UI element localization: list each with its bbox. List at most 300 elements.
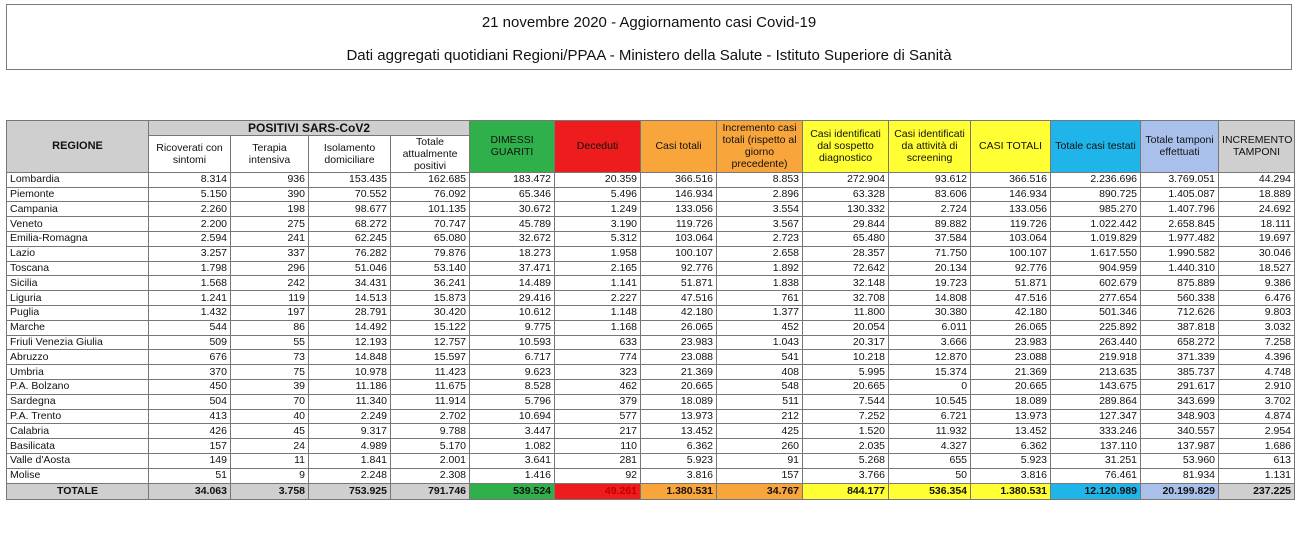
total-value-cell: 539.524 (470, 483, 555, 499)
value-cell: 366.516 (641, 172, 717, 187)
value-cell: 14.513 (309, 291, 391, 306)
value-cell: 146.934 (641, 187, 717, 202)
value-cell: 2.702 (391, 409, 470, 424)
value-cell: 6.011 (889, 320, 971, 335)
value-cell: 18.089 (641, 394, 717, 409)
value-cell: 4.396 (1219, 350, 1295, 365)
value-cell: 23.088 (641, 350, 717, 365)
value-cell: 53.140 (391, 261, 470, 276)
value-cell: 390 (231, 187, 309, 202)
table-row (7, 276, 1295, 291)
value-cell: 371.339 (1141, 350, 1219, 365)
value-cell: 3.190 (555, 217, 641, 232)
value-cell: 103.064 (971, 231, 1051, 246)
value-cell: 541 (717, 350, 803, 365)
value-cell: 1.148 (555, 305, 641, 320)
value-cell: 37.584 (889, 231, 971, 246)
value-cell: 425 (717, 424, 803, 439)
value-cell: 15.374 (889, 365, 971, 380)
value-cell: 577 (555, 409, 641, 424)
value-cell: 100.107 (971, 246, 1051, 261)
value-cell: 2.227 (555, 291, 641, 306)
value-cell: 5.796 (470, 394, 555, 409)
value-cell: 15.122 (391, 320, 470, 335)
value-cell: 408 (717, 365, 803, 380)
total-value-cell: 753.925 (309, 483, 391, 499)
col-header-casi-totali-2: CASI TOTALI (971, 121, 1051, 173)
value-cell: 4.748 (1219, 365, 1295, 380)
value-cell: 2.658.845 (1141, 217, 1219, 232)
value-cell: 133.056 (971, 202, 1051, 217)
value-cell: 450 (149, 379, 231, 394)
value-cell: 20.054 (803, 320, 889, 335)
value-cell: 370 (149, 365, 231, 380)
value-cell: 1.798 (149, 261, 231, 276)
value-cell: 119.726 (641, 217, 717, 232)
value-cell: 13.973 (641, 409, 717, 424)
region-cell: Liguria (7, 291, 149, 306)
value-cell: 1.432 (149, 305, 231, 320)
value-cell: 3.666 (889, 335, 971, 350)
value-cell: 15.873 (391, 291, 470, 306)
value-cell: 7.544 (803, 394, 889, 409)
value-cell: 98.677 (309, 202, 391, 217)
value-cell: 296 (231, 261, 309, 276)
value-cell: 1.022.442 (1051, 217, 1141, 232)
value-cell: 1.407.796 (1141, 202, 1219, 217)
value-cell: 875.889 (1141, 276, 1219, 291)
value-cell: 366.516 (971, 172, 1051, 187)
value-cell: 162.685 (391, 172, 470, 187)
value-cell: 1.168 (555, 320, 641, 335)
value-cell: 323 (555, 365, 641, 380)
table-body (7, 172, 1295, 499)
table-row (7, 409, 1295, 424)
region-cell: P.A. Trento (7, 409, 149, 424)
value-cell: 130.332 (803, 202, 889, 217)
value-cell: 15.597 (391, 350, 470, 365)
col-header-tamponi: Totale tamponi effettuati (1141, 121, 1219, 173)
value-cell: 36.241 (391, 276, 470, 291)
value-cell: 2.910 (1219, 379, 1295, 394)
value-cell: 602.679 (1051, 276, 1141, 291)
value-cell: 712.626 (1141, 305, 1219, 320)
value-cell: 157 (149, 439, 231, 454)
value-cell: 32.672 (470, 231, 555, 246)
value-cell: 219.918 (1051, 350, 1141, 365)
value-cell: 20.665 (971, 379, 1051, 394)
value-cell: 5.268 (803, 453, 889, 468)
value-cell: 103.064 (641, 231, 717, 246)
value-cell: 511 (717, 394, 803, 409)
col-header-screening: Casi identificati da attività di screening (889, 121, 971, 173)
value-cell: 19.723 (889, 276, 971, 291)
value-cell: 5.923 (641, 453, 717, 468)
value-cell: 20.317 (803, 335, 889, 350)
total-value-cell: 20.199.829 (1141, 483, 1219, 499)
value-cell: 14.808 (889, 291, 971, 306)
value-cell: 2.035 (803, 439, 889, 454)
value-cell: 379 (555, 394, 641, 409)
value-cell: 2.308 (391, 468, 470, 483)
report-subtitle: Dati aggregati quotidiani Regioni/PPAA - Ministero della Salute - Istituto Superiore di Sanità (346, 47, 952, 64)
value-cell: 92.776 (971, 261, 1051, 276)
value-cell: 1.841 (309, 453, 391, 468)
table-row (7, 379, 1295, 394)
value-cell: 9.317 (309, 424, 391, 439)
value-cell: 6.721 (889, 409, 971, 424)
value-cell: 149 (149, 453, 231, 468)
total-value-cell: 34.767 (717, 483, 803, 499)
value-cell: 51.871 (641, 276, 717, 291)
value-cell: 1.377 (717, 305, 803, 320)
value-cell: 548 (717, 379, 803, 394)
value-cell: 936 (231, 172, 309, 187)
col-header-incremento-casi: Incremento casi totali (rispetto al giorno precedente) (717, 121, 803, 173)
value-cell: 10.593 (470, 335, 555, 350)
value-cell: 20.665 (803, 379, 889, 394)
value-cell: 333.246 (1051, 424, 1141, 439)
col-header-incremento-tamponi: INCREMENTO TAMPONI (1219, 121, 1295, 173)
value-cell: 3.554 (717, 202, 803, 217)
value-cell: 212 (717, 409, 803, 424)
total-value-cell: 12.120.989 (1051, 483, 1141, 499)
value-cell: 68.272 (309, 217, 391, 232)
table-row (7, 350, 1295, 365)
value-cell: 18.889 (1219, 187, 1295, 202)
value-cell: 65.480 (803, 231, 889, 246)
value-cell: 10.978 (309, 365, 391, 380)
value-cell: 91 (717, 453, 803, 468)
value-cell: 9 (231, 468, 309, 483)
value-cell: 146.934 (971, 187, 1051, 202)
value-cell: 5.496 (555, 187, 641, 202)
report-header (6, 4, 1292, 70)
value-cell: 51.046 (309, 261, 391, 276)
col-header-casi-testati: Totale casi testati (1051, 121, 1141, 173)
value-cell: 11.186 (309, 379, 391, 394)
value-cell: 387.818 (1141, 320, 1219, 335)
value-cell: 1.416 (470, 468, 555, 483)
table-row (7, 172, 1295, 187)
col-header-sospetto-diagnostico: Casi identificati dal sospetto diagnostico (803, 121, 889, 173)
table-row (7, 394, 1295, 409)
value-cell: 30.420 (391, 305, 470, 320)
value-cell: 3.702 (1219, 394, 1295, 409)
value-cell: 9.788 (391, 424, 470, 439)
total-value-cell: 536.354 (889, 483, 971, 499)
value-cell: 51.871 (971, 276, 1051, 291)
value-cell: 76.461 (1051, 468, 1141, 483)
value-cell: 501.346 (1051, 305, 1141, 320)
value-cell: 426 (149, 424, 231, 439)
table-row (7, 424, 1295, 439)
region-cell: Veneto (7, 217, 149, 232)
value-cell: 133.056 (641, 202, 717, 217)
total-value-cell: 1.380.531 (971, 483, 1051, 499)
value-cell: 10.612 (470, 305, 555, 320)
value-cell: 8.853 (717, 172, 803, 187)
value-cell: 119.726 (971, 217, 1051, 232)
value-cell: 8.528 (470, 379, 555, 394)
table-row (7, 291, 1295, 306)
table-row (7, 365, 1295, 380)
value-cell: 197 (231, 305, 309, 320)
value-cell: 2.594 (149, 231, 231, 246)
value-cell: 5.995 (803, 365, 889, 380)
value-cell: 1.131 (1219, 468, 1295, 483)
region-cell: Puglia (7, 305, 149, 320)
value-cell: 11 (231, 453, 309, 468)
region-header: REGIONE (7, 121, 149, 173)
positivi-group-header: POSITIVI SARS-CoV2 (149, 121, 470, 136)
region-cell: Abruzzo (7, 350, 149, 365)
value-cell: 70.552 (309, 187, 391, 202)
value-cell: 93.612 (889, 172, 971, 187)
total-value-cell: 1.380.531 (641, 483, 717, 499)
value-cell: 100.107 (641, 246, 717, 261)
value-cell: 3.567 (717, 217, 803, 232)
value-cell: 774 (555, 350, 641, 365)
value-cell: 81.934 (1141, 468, 1219, 483)
value-cell: 1.405.087 (1141, 187, 1219, 202)
value-cell: 65.080 (391, 231, 470, 246)
value-cell: 11.340 (309, 394, 391, 409)
value-cell: 53.960 (1141, 453, 1219, 468)
value-cell: 6.362 (971, 439, 1051, 454)
value-cell: 51 (149, 468, 231, 483)
value-cell: 1.568 (149, 276, 231, 291)
covid-data-table (6, 120, 1295, 500)
value-cell: 2.236.696 (1051, 172, 1141, 187)
value-cell: 2.260 (149, 202, 231, 217)
value-cell: 462 (555, 379, 641, 394)
value-cell: 3.769.051 (1141, 172, 1219, 187)
value-cell: 5.150 (149, 187, 231, 202)
region-cell: P.A. Bolzano (7, 379, 149, 394)
value-cell: 9.775 (470, 320, 555, 335)
region-cell: Basilicata (7, 439, 149, 454)
value-cell: 70 (231, 394, 309, 409)
value-cell: 1.958 (555, 246, 641, 261)
value-cell: 5.170 (391, 439, 470, 454)
value-cell: 20.134 (889, 261, 971, 276)
value-cell: 1.141 (555, 276, 641, 291)
total-value-cell: 3.758 (231, 483, 309, 499)
value-cell: 2.954 (1219, 424, 1295, 439)
value-cell: 39 (231, 379, 309, 394)
value-cell: 83.606 (889, 187, 971, 202)
value-cell: 75 (231, 365, 309, 380)
value-cell: 658.272 (1141, 335, 1219, 350)
value-cell: 13.452 (971, 424, 1051, 439)
value-cell: 1.241 (149, 291, 231, 306)
total-value-cell: 237.225 (1219, 483, 1295, 499)
value-cell: 2.248 (309, 468, 391, 483)
region-cell: Calabria (7, 424, 149, 439)
region-cell: Valle d'Aosta (7, 453, 149, 468)
value-cell: 904.959 (1051, 261, 1141, 276)
value-cell: 2.896 (717, 187, 803, 202)
value-cell: 24 (231, 439, 309, 454)
value-cell: 14.848 (309, 350, 391, 365)
table-row (7, 439, 1295, 454)
value-cell: 127.347 (1051, 409, 1141, 424)
value-cell: 761 (717, 291, 803, 306)
value-cell: 985.270 (1051, 202, 1141, 217)
value-cell: 14.492 (309, 320, 391, 335)
value-cell: 4.989 (309, 439, 391, 454)
value-cell: 44.294 (1219, 172, 1295, 187)
value-cell: 47.516 (971, 291, 1051, 306)
value-cell: 32.708 (803, 291, 889, 306)
value-cell: 5.923 (971, 453, 1051, 468)
table-row (7, 187, 1295, 202)
value-cell: 291.617 (1141, 379, 1219, 394)
value-cell: 31.251 (1051, 453, 1141, 468)
value-cell: 2.724 (889, 202, 971, 217)
value-cell: 62.245 (309, 231, 391, 246)
value-cell: 343.699 (1141, 394, 1219, 409)
value-cell: 2.723 (717, 231, 803, 246)
value-cell: 544 (149, 320, 231, 335)
value-cell: 9.623 (470, 365, 555, 380)
value-cell: 1.082 (470, 439, 555, 454)
region-cell: Toscana (7, 261, 149, 276)
value-cell: 18.089 (971, 394, 1051, 409)
value-cell: 10.218 (803, 350, 889, 365)
value-cell: 26.065 (641, 320, 717, 335)
total-label: TOTALE (7, 483, 149, 499)
value-cell: 504 (149, 394, 231, 409)
value-cell: 50 (889, 468, 971, 483)
value-cell: 2.249 (309, 409, 391, 424)
value-cell: 2.165 (555, 261, 641, 276)
value-cell: 34.431 (309, 276, 391, 291)
region-cell: Marche (7, 320, 149, 335)
value-cell: 12.193 (309, 335, 391, 350)
value-cell: 1.019.829 (1051, 231, 1141, 246)
total-value-cell: 791.746 (391, 483, 470, 499)
col-header-dimessi: DIMESSI GUARITI (470, 121, 555, 173)
value-cell: 40 (231, 409, 309, 424)
value-cell: 12.870 (889, 350, 971, 365)
value-cell: 0 (889, 379, 971, 394)
value-cell: 23.983 (971, 335, 1051, 350)
value-cell: 277.654 (1051, 291, 1141, 306)
value-cell: 42.180 (971, 305, 1051, 320)
value-cell: 2.200 (149, 217, 231, 232)
value-cell: 19.697 (1219, 231, 1295, 246)
value-cell: 289.864 (1051, 394, 1141, 409)
value-cell: 30.672 (470, 202, 555, 217)
value-cell: 385.737 (1141, 365, 1219, 380)
value-cell: 509 (149, 335, 231, 350)
value-cell: 18.527 (1219, 261, 1295, 276)
value-cell: 4.874 (1219, 409, 1295, 424)
value-cell: 137.987 (1141, 439, 1219, 454)
region-cell: Piemonte (7, 187, 149, 202)
value-cell: 47.516 (641, 291, 717, 306)
value-cell: 55 (231, 335, 309, 350)
value-cell: 30.380 (889, 305, 971, 320)
value-cell: 183.472 (470, 172, 555, 187)
value-cell: 63.328 (803, 187, 889, 202)
value-cell: 348.903 (1141, 409, 1219, 424)
value-cell: 72.642 (803, 261, 889, 276)
value-cell: 3.447 (470, 424, 555, 439)
value-cell: 65.346 (470, 187, 555, 202)
value-cell: 241 (231, 231, 309, 246)
value-cell: 676 (149, 350, 231, 365)
value-cell: 3.257 (149, 246, 231, 261)
region-cell: Lazio (7, 246, 149, 261)
value-cell: 76.092 (391, 187, 470, 202)
value-cell: 3.766 (803, 468, 889, 483)
value-cell: 21.369 (971, 365, 1051, 380)
value-cell: 242 (231, 276, 309, 291)
value-cell: 143.675 (1051, 379, 1141, 394)
total-value-cell: 844.177 (803, 483, 889, 499)
value-cell: 340.557 (1141, 424, 1219, 439)
value-cell: 24.692 (1219, 202, 1295, 217)
region-cell: Emilia-Romagna (7, 231, 149, 246)
value-cell: 217 (555, 424, 641, 439)
value-cell: 137.110 (1051, 439, 1141, 454)
value-cell: 26.065 (971, 320, 1051, 335)
value-cell: 12.757 (391, 335, 470, 350)
value-cell: 272.904 (803, 172, 889, 187)
value-cell: 8.314 (149, 172, 231, 187)
value-cell: 76.282 (309, 246, 391, 261)
region-cell: Lombardia (7, 172, 149, 187)
value-cell: 1.249 (555, 202, 641, 217)
table-row (7, 261, 1295, 276)
value-cell: 1.617.550 (1051, 246, 1141, 261)
value-cell: 29.416 (470, 291, 555, 306)
value-cell: 1.440.310 (1141, 261, 1219, 276)
total-value-cell: 34.063 (149, 483, 231, 499)
value-cell: 7.258 (1219, 335, 1295, 350)
value-cell: 260 (717, 439, 803, 454)
table-row (7, 305, 1295, 320)
value-cell: 6.476 (1219, 291, 1295, 306)
value-cell: 281 (555, 453, 641, 468)
value-cell: 1.977.482 (1141, 231, 1219, 246)
value-cell: 3.032 (1219, 320, 1295, 335)
value-cell: 2.001 (391, 453, 470, 468)
value-cell: 5.312 (555, 231, 641, 246)
value-cell: 10.694 (470, 409, 555, 424)
value-cell: 21.369 (641, 365, 717, 380)
value-cell: 1.990.582 (1141, 246, 1219, 261)
value-cell: 11.932 (889, 424, 971, 439)
value-cell: 263.440 (1051, 335, 1141, 350)
value-cell: 11.675 (391, 379, 470, 394)
table-row (7, 231, 1295, 246)
col-header-ricoverati: Ricoverati con sintomi (149, 135, 231, 172)
value-cell: 45 (231, 424, 309, 439)
region-cell: Sardegna (7, 394, 149, 409)
region-cell: Friuli Venezia Giulia (7, 335, 149, 350)
value-cell: 13.452 (641, 424, 717, 439)
value-cell: 153.435 (309, 172, 391, 187)
value-cell: 20.665 (641, 379, 717, 394)
value-cell: 45.789 (470, 217, 555, 232)
col-header-terapia: Terapia intensiva (231, 135, 309, 172)
col-header-attualmente-positivi: Totale attualmente positivi (391, 135, 470, 172)
col-header-isolamento: Isolamento domiciliare (309, 135, 391, 172)
